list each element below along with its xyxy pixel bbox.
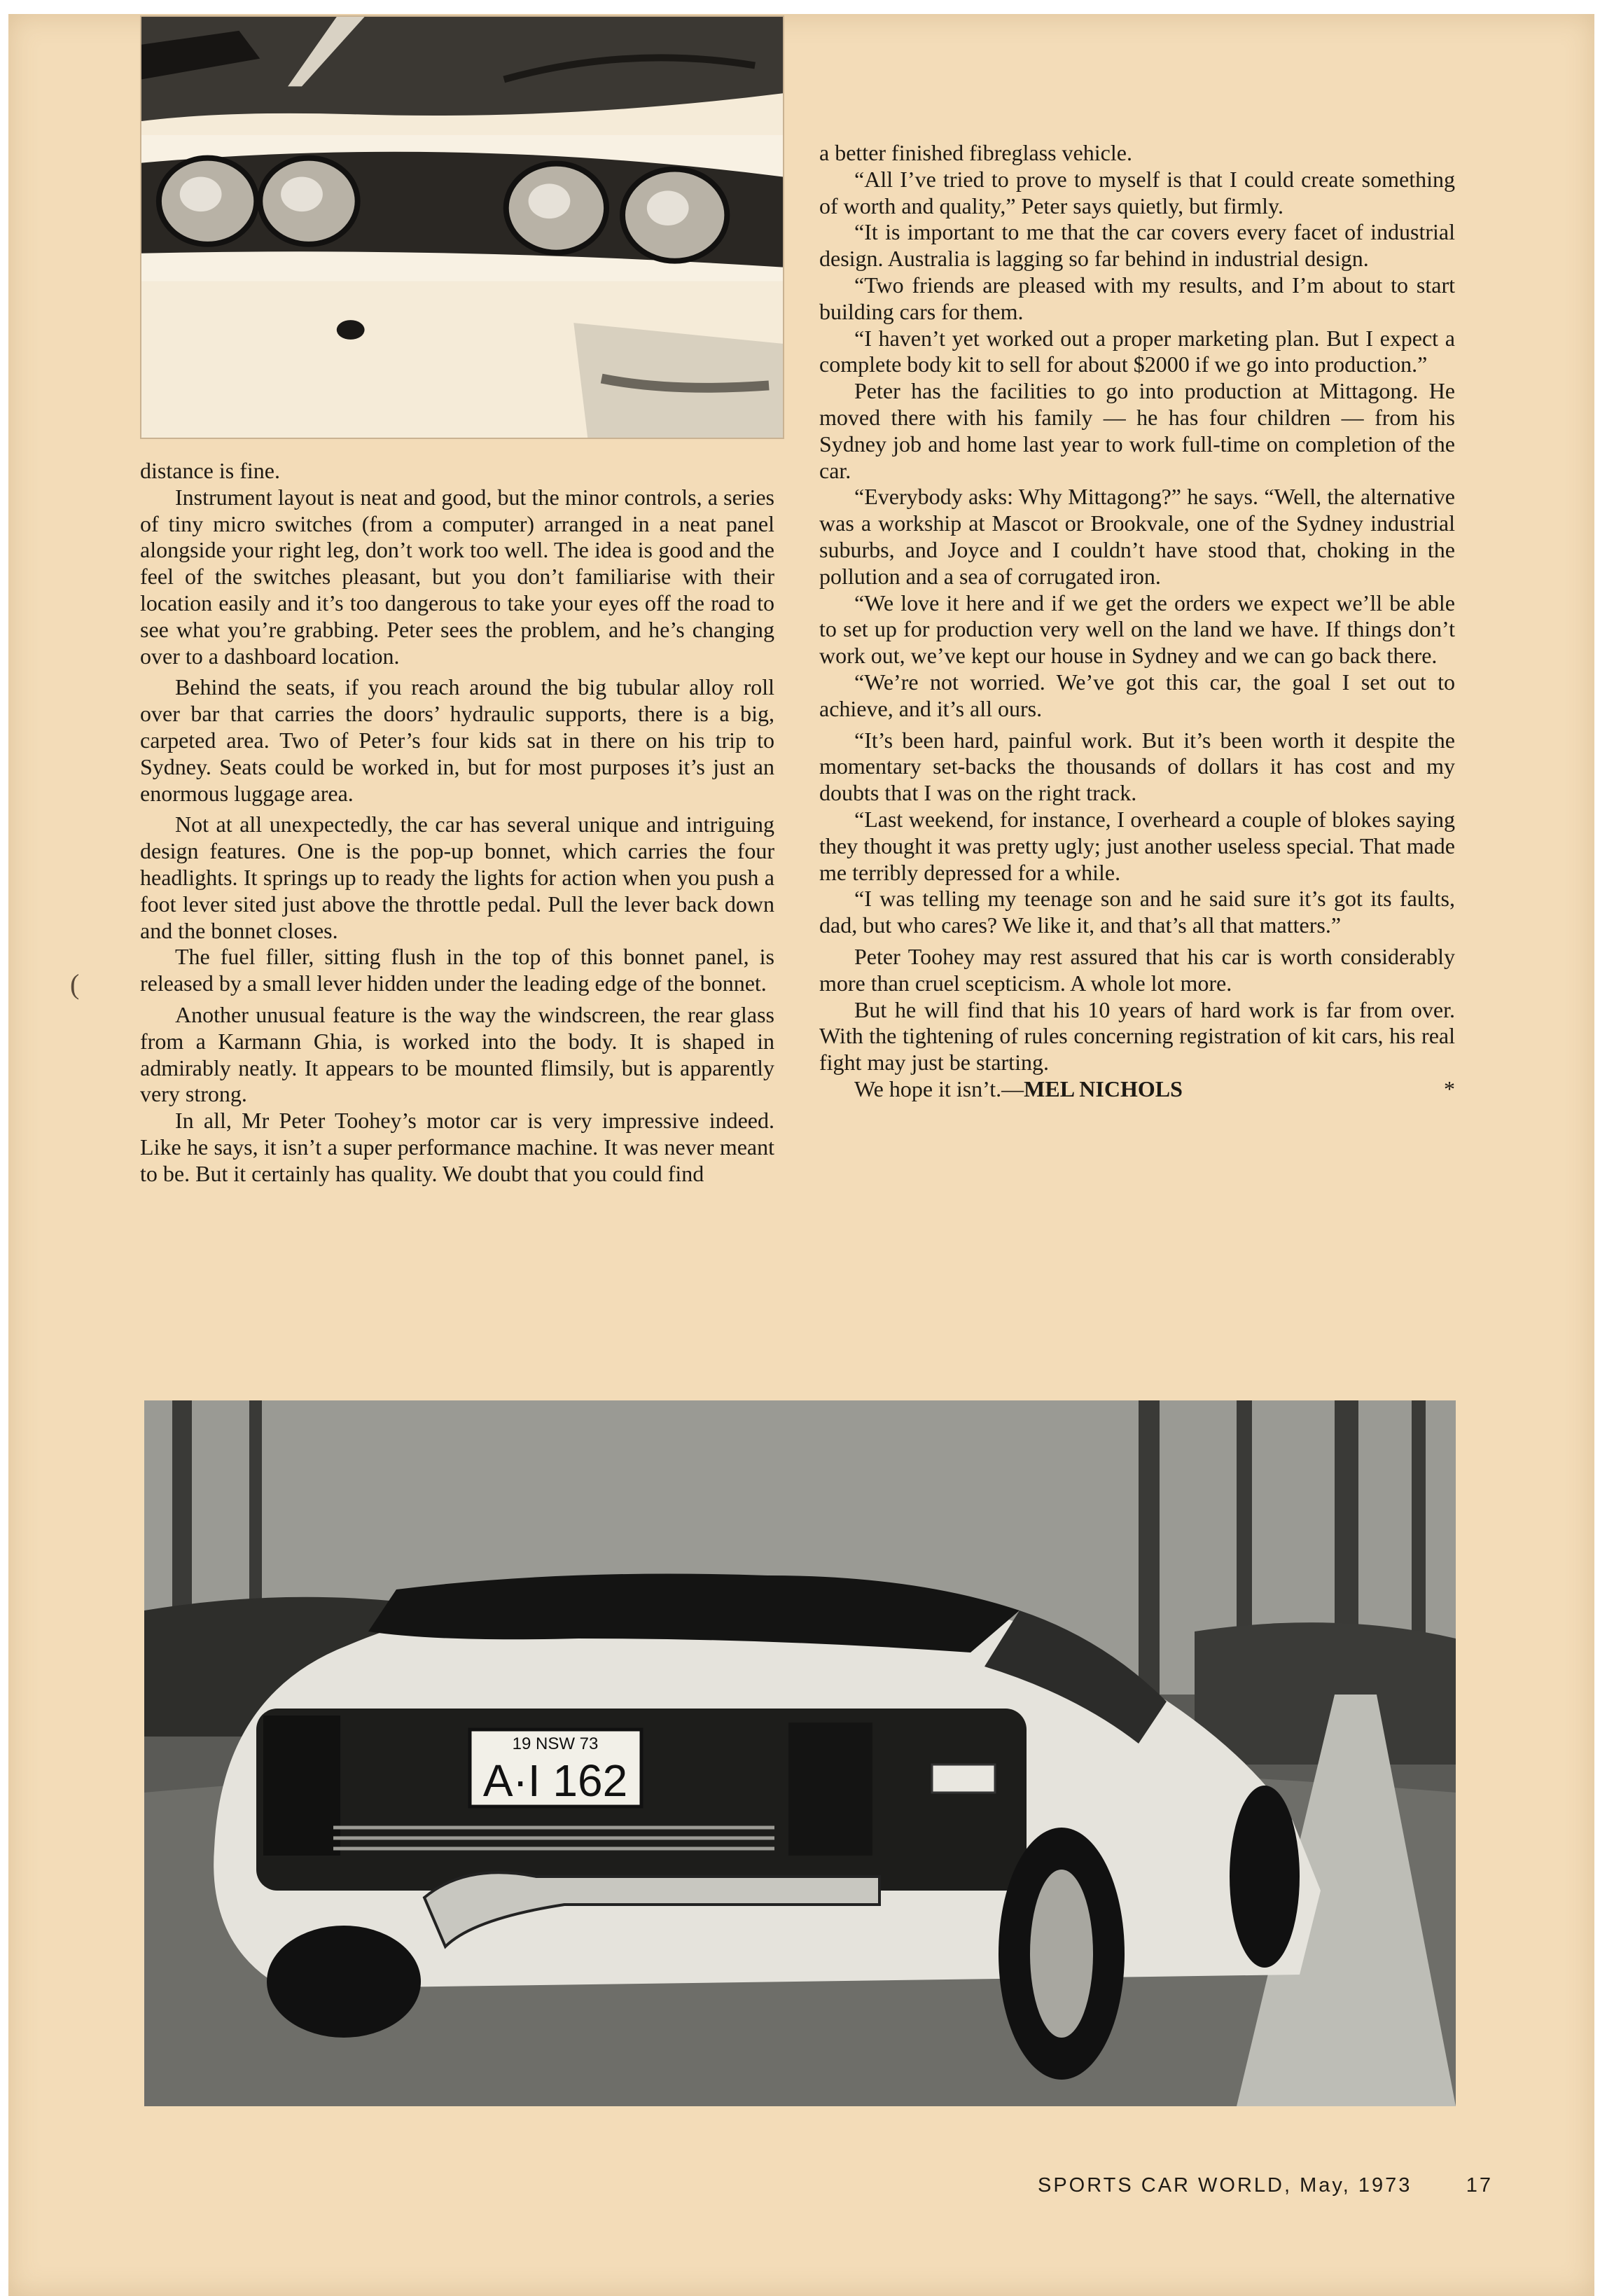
paragraph: “Everybody asks: Why Mittagong?” he says. “Well, the alternative was a workship at Mascot or Brookvale, one of the Sydney industrial suburbs, and Joyce and I couldn’t have stood that, choking in the pollution and a sea of corrugated iron.	[819, 484, 1455, 589]
paragraph: “Two friends are pleased with my results, and I’m about to start building cars for them.	[819, 272, 1455, 324]
article-signoff	[819, 1076, 1455, 1103]
signoff-text	[854, 1076, 1183, 1103]
paragraph: Peter has the facilities to go into production at Mittagong. He moved there with his family — he has four children — from his Sydney job and home last year to work full-time on completion of the car.	[819, 378, 1455, 483]
article-right-column	[819, 140, 1455, 1103]
paragraph: “Last weekend, for instance, I overheard a couple of blokes saying they thought it was pretty ugly; just another useless special. That made me terribly depressed for a while.	[819, 806, 1455, 885]
paragraph: distance is fine.	[140, 458, 280, 483]
paragraph: “All I’ve tried to prove to myself is that I could create something of worth and quality,” Peter says quietly, but firmly.	[819, 166, 1455, 218]
closing-line: We hope it isn’t.—	[854, 1076, 1024, 1101]
paragraph: Not at all unexpectedly, the car has several unique and intriguing design features. One is the pop-up bonnet, which carries the four headlights. It springs up to ready the lights for action when you push a foot lever sited just above the throttle pedal. Pull the lever back down and the bonnet closes.	[140, 812, 774, 943]
publication-line: SPORTS CAR WORLD, May, 1973	[1038, 2174, 1412, 2197]
plate-top-text: 19 NSW 73	[512, 1734, 599, 1753]
car-rear-photo	[144, 1400, 1456, 2106]
paragraph: But he will find that his 10 years of hard work is far from over. With the tightening of rules concerning registration of kit cars, his real fight may just be starting.	[819, 996, 1455, 1076]
paragraph: The fuel filler, sitting flush in the top of this bonnet panel, is released by a small lever hidden under the leading edge of the bonnet.	[140, 944, 774, 996]
plate-number-text: A·I 162	[482, 1755, 628, 1806]
paragraph: “It’s been hard, painful work. But it’s been worth it despite the momentary set-backs the thousands of dollars it has cost and my doubts that I was on the right track.	[819, 727, 1455, 806]
article-left-column	[140, 458, 774, 1188]
paragraph: “We love it here and if we get the orders we expect we’ll be able to set up for production very well on the land we have. If things don’t work out, we’ve kept our house in Sydney and we can go back there.	[819, 590, 1455, 669]
paragraph: Behind the seats, if you reach around the big tubular alloy roll over bar that carries the doors’ hydraulic supports, there is a big, carpeted area. Two of Peter’s four kids sat in there on his trip to Sydney. Seats could be worked in, but for most purposes it’s just an enormous luggage area.	[140, 674, 774, 806]
paragraph: Another unusual feature is the way the windscreen, the rear glass from a Karmann Ghia, is worked into the body. It is shaped in admirably neatly. It appears to be mounted flimsily, but is apparently very strong.	[140, 1001, 774, 1107]
headlights-photo	[140, 15, 784, 439]
paragraph: “I was telling my teenage son and he said sure it’s got its faults, dad, but who cares? We like it, and that’s all that matters.”	[819, 886, 1455, 938]
paragraph: “It is important to me that the car covers every facet of industrial design. Australia is lagging so far behind in industrial design.	[819, 219, 1455, 272]
end-mark: *	[1444, 1076, 1455, 1101]
paragraph: Peter Toohey may rest assured that his car is worth considerably more than cruel scepticism. A whole lot more.	[819, 943, 1455, 996]
byline: MEL NICHOLS	[1024, 1076, 1183, 1101]
paragraph: a better finished fibreglass vehicle.	[819, 140, 1132, 165]
paragraph: In all, Mr Peter Toohey’s motor car is very impressive indeed. Like he says, it isn’t a super performance machine. It was never meant to be. But it certainly has quality. We doubt that you could find	[140, 1108, 774, 1186]
page-number: 17	[1466, 2174, 1493, 2197]
paragraph: “We’re not worried. We’ve got this car, the goal I set out to achieve, and it’s all ours.	[819, 669, 1455, 721]
paragraph: Instrument layout is neat and good, but the minor controls, a series of tiny micro switches (from a computer) arranged in a neat panel alongside your right leg, don’t work too well. The idea is good and the feel of the switches pleasant, but you don’t familiarise with their location easily and it’s too dangerous to take your eyes off the road to see what you’re grabbing. Peter sees the problem, and he’s changing over to a dashboard location.	[140, 484, 774, 669]
page-footer	[1038, 2174, 1493, 2197]
margin-mark: (	[70, 968, 80, 1000]
paragraph: “I haven’t yet worked out a proper marketing plan. But I expect a complete body kit to sell for about $2000 if we go into production.”	[819, 325, 1455, 377]
